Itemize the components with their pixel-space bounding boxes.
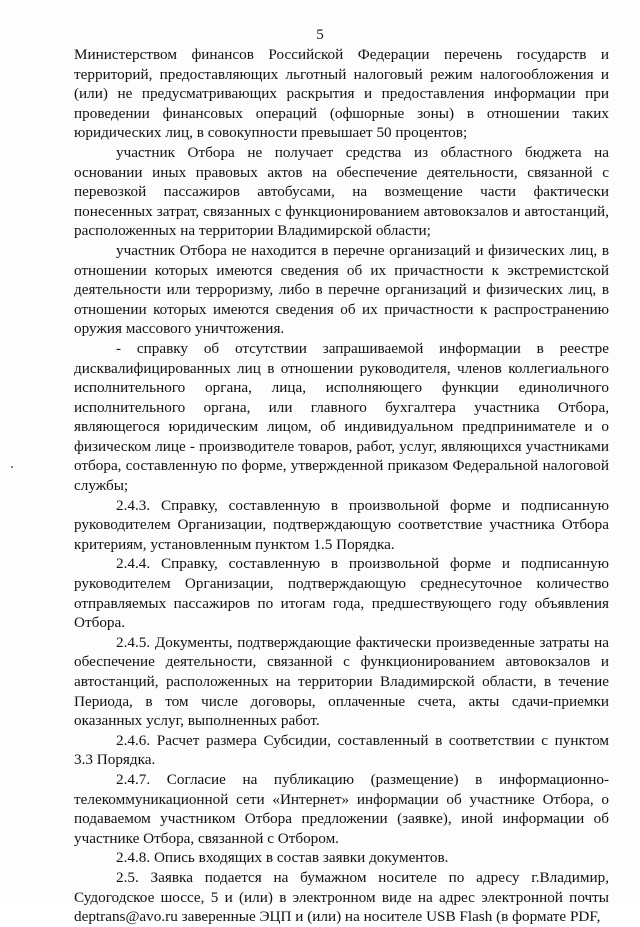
paragraph-2-4-5: 2.4.5. Документы, подтверждающие фактически произведенные затраты на обеспечение деятельности, связанной с функционированием автовокзалов и автостанций, расположенных на территории Владимирской области, в течение Периода, в том числе договоры, оплаченные счета, акты сдачи-приемки оказанных услуг, выполненных работ.: [74, 633, 609, 730]
paragraph-offshore-criteria: Министерством финансов Российской Федерации перечень государств и территорий, предоставляющих льготный налоговый режим налогообложения и (или) не предусматривающих раскрытия и предоставления информации при проведении финансовых операций (офшорные зоны) в отношении таких юридических лиц, в совокупности превышает 50 процентов;: [74, 46, 609, 142]
paragraph-2-4-7: 2.4.7. Согласие на публикацию (размещение) в информационно-телекоммуникационной сети «Интернет» информации об участнике Отбора, о подаваемом участником Отбора предложении (заявке), иной информации об участнике Отбора, связанной с Отбором.: [74, 770, 609, 847]
document-body: [74, 45, 609, 927]
paragraph-not-in-extremist-list: участник Отбора не находится в перечне организаций и физических лиц, в отношении которых имеются сведения об их причастности к экстремистской деятельности или терроризму, либо в перечне организаций и физических лиц, в отношении которых имеются сведения об их причастности к распространению оружия массового уничтожения.: [74, 241, 609, 338]
paragraph-2-5: 2.5. Заявка подается на бумажном носителе по адресу г.Владимир, Судогодское шоссе, 5 и (или) в электронном виде на адрес электронной почты deptrans@avo.ru заверенные ЭЦП и (или) на носителе USB Flash (в формате PDF,: [74, 868, 609, 926]
paragraph-2-4-3: 2.4.3. Справку, составленную в произвольной форме и подписанную руководителем Организации, подтверждающую соответствие участника Отбора критериям, установленным пунктом 1.5 Порядка.: [74, 496, 609, 553]
paragraph-2-4-4: 2.4.4. Справку, составленную в произвольной форме и подписанную руководителем Организации, подтверждающую среднесуточное количество отправляемых пассажиров по итогам года, предшествующего году объявления Отбора.: [74, 555, 609, 632]
scan-speck: [11, 466, 13, 468]
page-number: 5: [316, 27, 324, 43]
paragraph-no-regional-funds: участник Отбора не получает средства из областного бюджета на основании иных правовых актов на обеспечение деятельности, связанной с перевозкой пассажиров автобусами, на возмещение части фактически понесенных затрат, связанных с функционированием автовокзалов и автостанций, расположенных на территории Владимирской области;: [74, 143, 609, 240]
paragraph-2-4-8: 2.4.8. Опись входящих в состав заявки документов.: [116, 849, 449, 867]
paragraph-disqualified-registry: - справку об отсутствии запрашиваемой информации в реестре дисквалифицированных лиц в отношении руководителя, членов коллегиального исполнительного органа, лица, исполняющего функции единоличного исполнительного органа, или главного бухгалтера участника Отбора, являющегося юридическим лицом, об индивидуальном предпринимателе и о физическом лице - производителе товаров, работ, услуг, являющихся участниками отбора, составленную по форме, утвержденной приказом Федеральной налоговой службы;: [74, 339, 609, 495]
paragraph-2-4-6: 2.4.6. Расчет размера Субсидии, составленный в соответствии с пунктом 3.3 Порядка.: [74, 731, 609, 769]
